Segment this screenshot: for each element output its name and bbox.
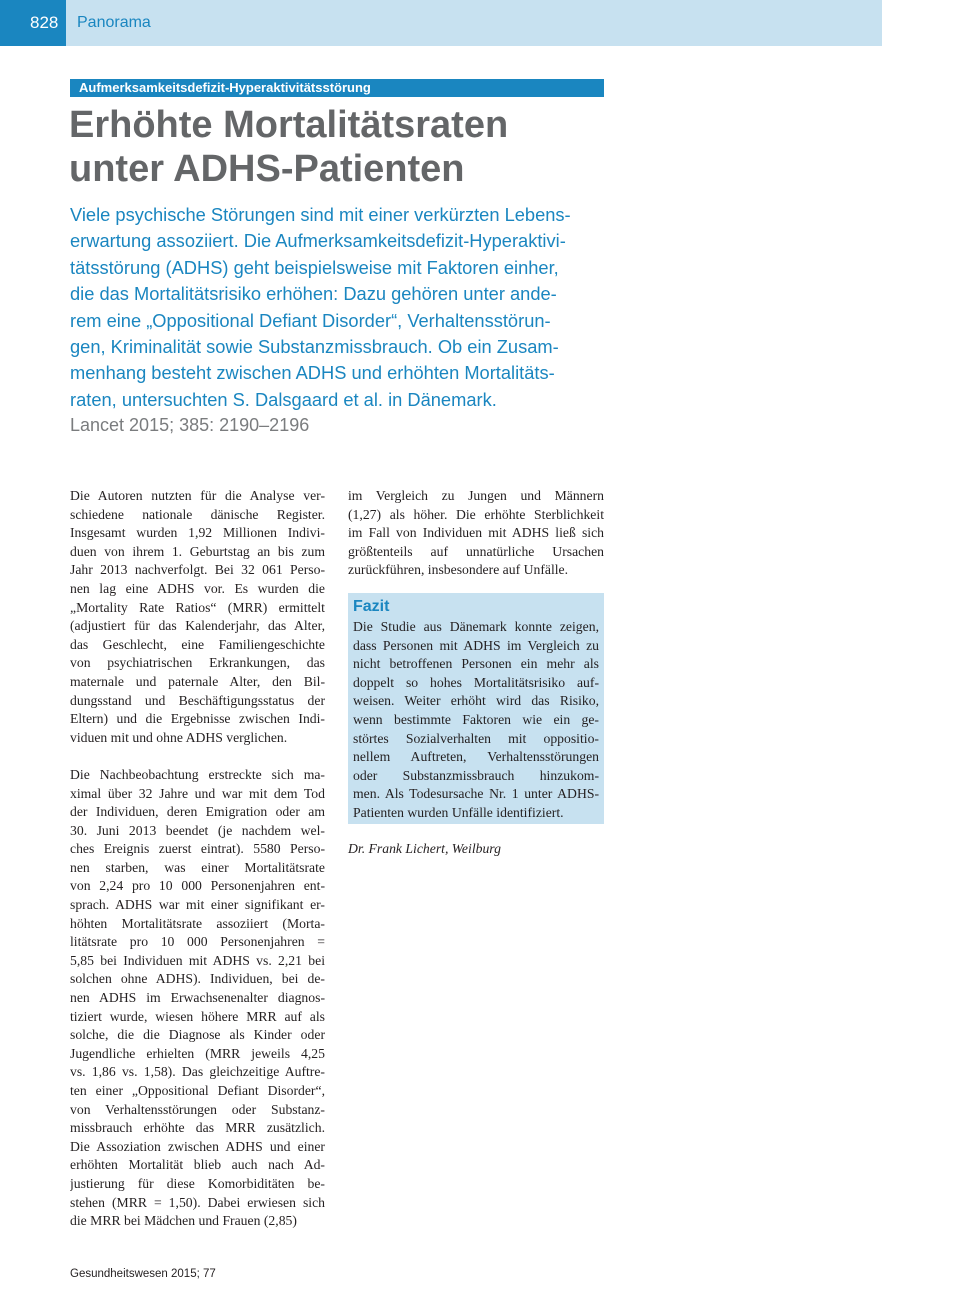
lead-line: rem eine „Oppositional Defiant Disorder“, Verhaltensstörun- <box>70 309 551 331</box>
text-line: (adjustiert für das Kalenderjahr, das Alter, <box>70 618 325 634</box>
text-line: Die Nachbeobachtung erstreckte sich ma- <box>70 766 325 782</box>
text-line: nellem Auftreten, Verhaltensstörungen <box>353 749 599 765</box>
lead-line: tätsstörung (ADHS) geht beispielsweise mit Faktoren einher, <box>70 256 559 278</box>
text-line: solche, die die Diagnose als Kinder oder <box>70 1027 325 1043</box>
text-line: im Vergleich zu Jungen und Männern <box>348 488 604 503</box>
text-line: justierung für diese Komorbiditäten be- <box>70 1175 325 1191</box>
text-line: Die Assoziation zwischen ADHS und einer <box>70 1138 325 1154</box>
text-line: weisen. Weiter erhöht wird das Risiko, <box>353 693 599 709</box>
text-line: Jugendliche erhielten (MRR jeweils 4,25 <box>70 1045 325 1061</box>
lead-line: erwartung assoziiert. Die Aufmerksamkeitsdefizit-Hyperaktivi- <box>70 230 566 252</box>
section-name: Panorama <box>77 14 151 31</box>
text-line: men. Als Todesursache Nr. 1 unter ADHS- <box>353 786 599 802</box>
text-line: ten einer „Oppositional Defiant Disorder“, <box>70 1083 325 1098</box>
text-line: höhten Mortalitätsrate assoziiert (Morta- <box>70 915 325 931</box>
text-line: vs. 1,86 vs. 1,58). Das gleichzeitige Auftre- <box>70 1064 325 1080</box>
text-line: 30. Juni 2013 beendet (je nachdem wel- <box>70 822 325 838</box>
text-line: der Individuen, deren Emigration oder am <box>70 804 325 820</box>
body-paragraph <box>348 487 604 580</box>
page-number: 828 <box>0 0 66 46</box>
lead-paragraph <box>70 202 610 413</box>
text-line: solchen ohne ADHS). Individuen, bei de- <box>70 971 325 987</box>
fazit-text <box>353 618 599 823</box>
text-line: ximal über 32 Jahre und war mit dem Tod <box>70 785 325 801</box>
text-line: sprach. ADHS war mit einer signifikant er- <box>70 897 325 913</box>
text-line: Die Autoren nutzten für die Analyse ver- <box>70 488 325 503</box>
text-line: nen lag eine ADHS vor. Es wurden die <box>70 580 325 596</box>
text-line: Patienten wurden Unfälle identifiziert. <box>353 804 564 820</box>
title-line: Erhöhte Mortalitätsraten <box>69 104 509 146</box>
text-line: duen von ihrem 1. Geburtstag an bis zum <box>70 543 325 559</box>
lead-line: raten, untersuchten S. Dalsgaard et al. in Dänemark. <box>70 388 497 410</box>
text-line: doppelt so hohes Mortalitätsrisiko auf- <box>353 674 599 690</box>
title-line: unter ADHS-Patienten <box>69 148 465 190</box>
topic-label: Aufmerksamkeitsdefizit-Hyperaktivitätsstörung <box>70 79 604 97</box>
text-line: maternale und paternale Alter, den Bil- <box>70 673 325 689</box>
text-line: störtes Sozialverhalten mit oppositio- <box>353 730 599 746</box>
text-line: missbrauch erhöhte das MRR zusätzlich. <box>70 1120 325 1136</box>
text-line: litätsrate pro 10 000 Personenjahren = <box>70 934 325 950</box>
lead-line: menhang besteht zwischen ADHS und erhöhten Mortalitäts- <box>70 362 555 384</box>
text-line: nen starben, was einer Mortalitätsrate <box>70 859 325 875</box>
text-line: ches Ereignis zuerst eintrat). 5580 Perso- <box>70 841 325 857</box>
lead-line: Viele psychische Störungen sind mit einer verkürzten Lebens- <box>70 204 571 225</box>
text-line: erhöhten Mortalität blieb auch nach Ad- <box>70 1157 325 1173</box>
text-line: oder Substanzmissbrauch hinzukom- <box>353 767 599 783</box>
body-paragraph <box>70 766 325 1231</box>
text-line: Insgesamt wurden 1,92 Millionen Indivi- <box>70 525 325 541</box>
text-line: größtenteils auf unnatürliche Ursachen <box>348 543 604 559</box>
text-line: viduen mit und ohne ADHS verglichen. <box>70 729 288 745</box>
text-line: zurückführen, insbesondere auf Unfälle. <box>348 562 569 578</box>
text-line: im Fall von Individuen mit ADHS ließ sich <box>348 525 604 541</box>
lead-line: gen, Kriminalität sowie Substanzmissbrauch. Ob ein Zusam- <box>70 336 559 358</box>
text-line: dungsstand und Beschäftigungsstatus der <box>70 692 325 708</box>
author-credit: Dr. Frank Lichert, Weilburg <box>348 841 501 856</box>
body-paragraph <box>70 487 325 747</box>
text-line: dass Personen mit ADHS im Vergleich zu <box>353 637 599 653</box>
text-line: schiedene nationale dänische Register. <box>70 506 325 522</box>
fazit-box <box>348 593 604 824</box>
text-line: stehen (MRR = 1,50). Dabei erwiesen sich <box>70 1194 325 1210</box>
fazit-heading: Fazit <box>353 598 390 615</box>
body-column-left <box>70 487 325 1231</box>
text-line: die MRR bei Mädchen und Frauen (2,85) <box>70 1213 297 1229</box>
text-line: nen ADHS im Erwachsenenalter diagnos- <box>70 990 325 1006</box>
text-line: Die Studie aus Dänemark konnte zeigen, <box>353 619 599 634</box>
footer-journal: Gesundheitswesen 2015; 77 <box>70 1268 216 1280</box>
citation: Lancet 2015; 385: 2190–2196 <box>70 415 310 435</box>
text-line: von psychiatrischen Erkrankungen, das <box>70 655 325 671</box>
text-line: wenn bestimmte Faktoren wie ein ge- <box>353 711 599 727</box>
text-line: von 2,24 pro 10 000 Personenjahren ent- <box>70 878 325 894</box>
text-line: 5,85 bei Individuen mit ADHS vs. 2,21 bei <box>70 952 325 968</box>
text-line: Jahr 2013 nachverfolgt. Bei 32 061 Perso- <box>70 562 325 578</box>
text-line: tiziert wurde, wiesen höhere MRR auf als <box>70 1008 325 1024</box>
text-line: (1,27) als höher. Die erhöhte Sterblichkeit <box>348 506 604 522</box>
text-line: das Geschlecht, eine Familiengeschichte <box>70 636 325 652</box>
body-column-right <box>348 487 604 580</box>
text-line: „Mortality Rate Ratios“ (MRR) ermittelt <box>70 599 325 615</box>
article-title <box>69 103 629 191</box>
text-line: Eltern) und die Ergebnisse zwischen Indi- <box>70 711 325 727</box>
text-line: nicht betroffenen Personen ein mehr als <box>353 656 599 672</box>
text-line: von Verhaltensstörungen oder Substanz- <box>70 1101 325 1117</box>
lead-line: die das Mortalitätsrisiko erhöhen: Dazu gehören unter ande- <box>70 283 557 305</box>
